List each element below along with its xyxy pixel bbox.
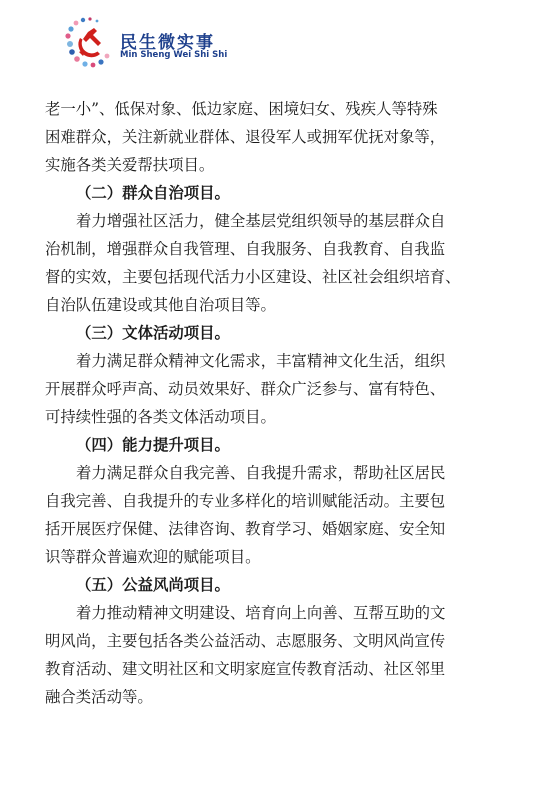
- paragraph-line: 教育活动、建文明社区和文明家庭宣传教育活动、社区邻里: [45, 660, 446, 678]
- paragraph-line: 开展群众呼声高、动员效果好、群众广泛参与、富有特色、: [45, 380, 446, 398]
- brand-pinyin: Min Sheng Wei Shi Shi: [120, 50, 228, 60]
- section-heading: （四）能力提升项目。: [76, 436, 230, 454]
- paragraph-line: 督的实效，主要包括现代活力小区建设、社区社会组织培育、: [45, 268, 461, 286]
- section-heading: （三）文体活动项目。: [76, 324, 230, 342]
- paragraph-line: 困难群众，关注新就业群体、退役军人或拥军优抚对象等，: [45, 128, 446, 146]
- paragraph-line: 着力增强社区活力，健全基层党组织领导的基层群众自: [76, 212, 446, 230]
- paragraph-line: 治机制，增强群众自我管理、自我服务、自我教育、自我监: [45, 240, 446, 258]
- paragraph-line: 明风尚，主要包括各类公益活动、志愿服务、文明风尚宣传: [45, 632, 446, 650]
- document-header: [60, 14, 320, 70]
- document-body: [45, 95, 517, 711]
- paragraph-line: 老一小”、低保对象、低边家庭、困境妇女、残疾人等特殊: [45, 100, 438, 118]
- paragraph-line: 融合类活动等。: [45, 688, 153, 706]
- brand-name: 民生微实事: [120, 33, 215, 53]
- paragraph-line: 自治队伍建设或其他自治项目等。: [45, 296, 276, 314]
- paragraph-line: 识等群众普遍欢迎的赋能项目。: [45, 548, 261, 566]
- paragraph-line: 括开展医疗保健、法律咨询、教育学习、婚姻家庭、安全知: [45, 520, 446, 538]
- party-emblem-wreath-icon: [60, 14, 116, 70]
- paragraph-line: 可持续性强的各类文体活动项目。: [45, 408, 276, 426]
- paragraph-line: 着力满足群众自我完善、自我提升需求，帮助社区居民: [76, 464, 446, 482]
- paragraph-line: 着力推动精神文明建设、培育向上向善、互帮互助的文: [76, 604, 446, 622]
- paragraph-line: 实施各类关爱帮扶项目。: [45, 156, 215, 174]
- section-heading: （二）群众自治项目。: [76, 184, 230, 202]
- paragraph-line: 自我完善、自我提升的专业多样化的培训赋能活动。主要包: [45, 492, 446, 510]
- paragraph-line: 着力满足群众精神文化需求，丰富精神文化生活，组织: [76, 352, 446, 370]
- section-heading: （五）公益风尚项目。: [76, 576, 230, 594]
